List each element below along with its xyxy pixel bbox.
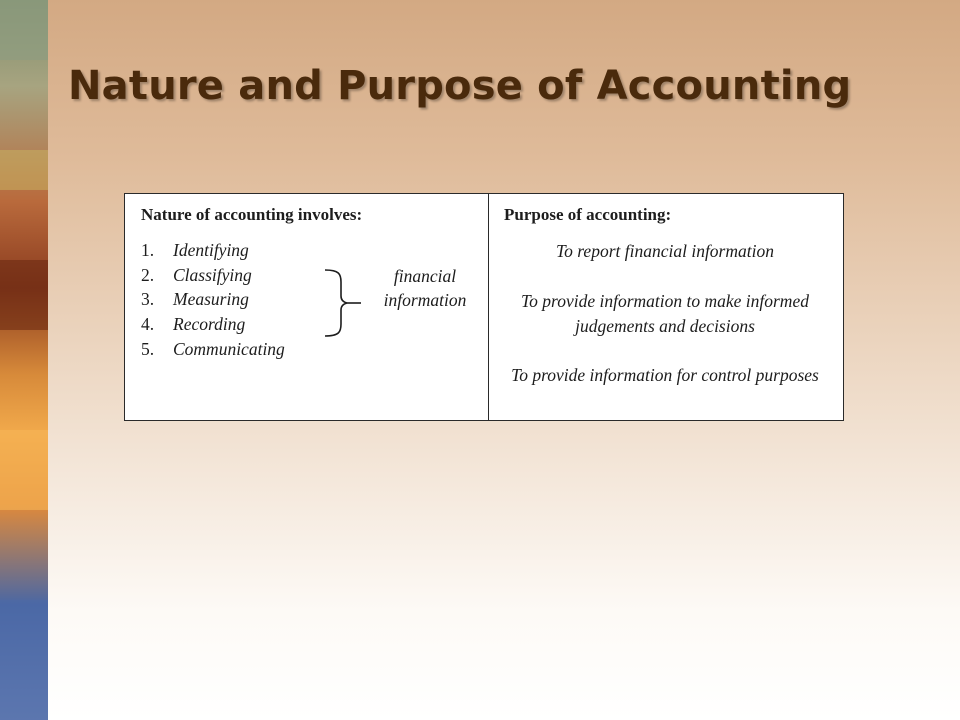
list-number: 1. bbox=[141, 240, 155, 260]
list-label: Identifying bbox=[173, 240, 249, 260]
list-number: 2. bbox=[141, 265, 155, 285]
decorative-banknote-strip bbox=[0, 0, 48, 720]
column-divider bbox=[488, 194, 489, 420]
list-item bbox=[141, 339, 285, 360]
list-label: Communicating bbox=[173, 339, 285, 359]
list-number: 5. bbox=[141, 339, 155, 359]
list-label: Measuring bbox=[173, 289, 249, 309]
bracket-label-financial: financial bbox=[393, 266, 457, 286]
list-label: Recording bbox=[173, 314, 246, 334]
list-label: Classifying bbox=[173, 265, 252, 285]
purpose-item: To provide information for control purposes bbox=[511, 365, 819, 385]
purpose-item: To report financial information bbox=[556, 241, 774, 261]
list-number: 4. bbox=[141, 314, 155, 334]
list-item bbox=[141, 289, 249, 310]
slide-title: Nature and Purpose of Accounting bbox=[68, 63, 852, 109]
accounting-figure bbox=[124, 193, 844, 421]
purpose-heading: Purpose of accounting: bbox=[504, 205, 672, 224]
list-item bbox=[141, 265, 252, 286]
purpose-item: To provide information to make informed judgements and decisions bbox=[521, 291, 809, 336]
nature-heading: Nature of accounting involves: bbox=[141, 205, 363, 224]
list-number: 3. bbox=[141, 289, 155, 309]
bracket-label-information: information bbox=[383, 290, 467, 310]
bracket-icon bbox=[323, 268, 363, 338]
list-item bbox=[141, 314, 245, 335]
list-item bbox=[141, 240, 249, 261]
